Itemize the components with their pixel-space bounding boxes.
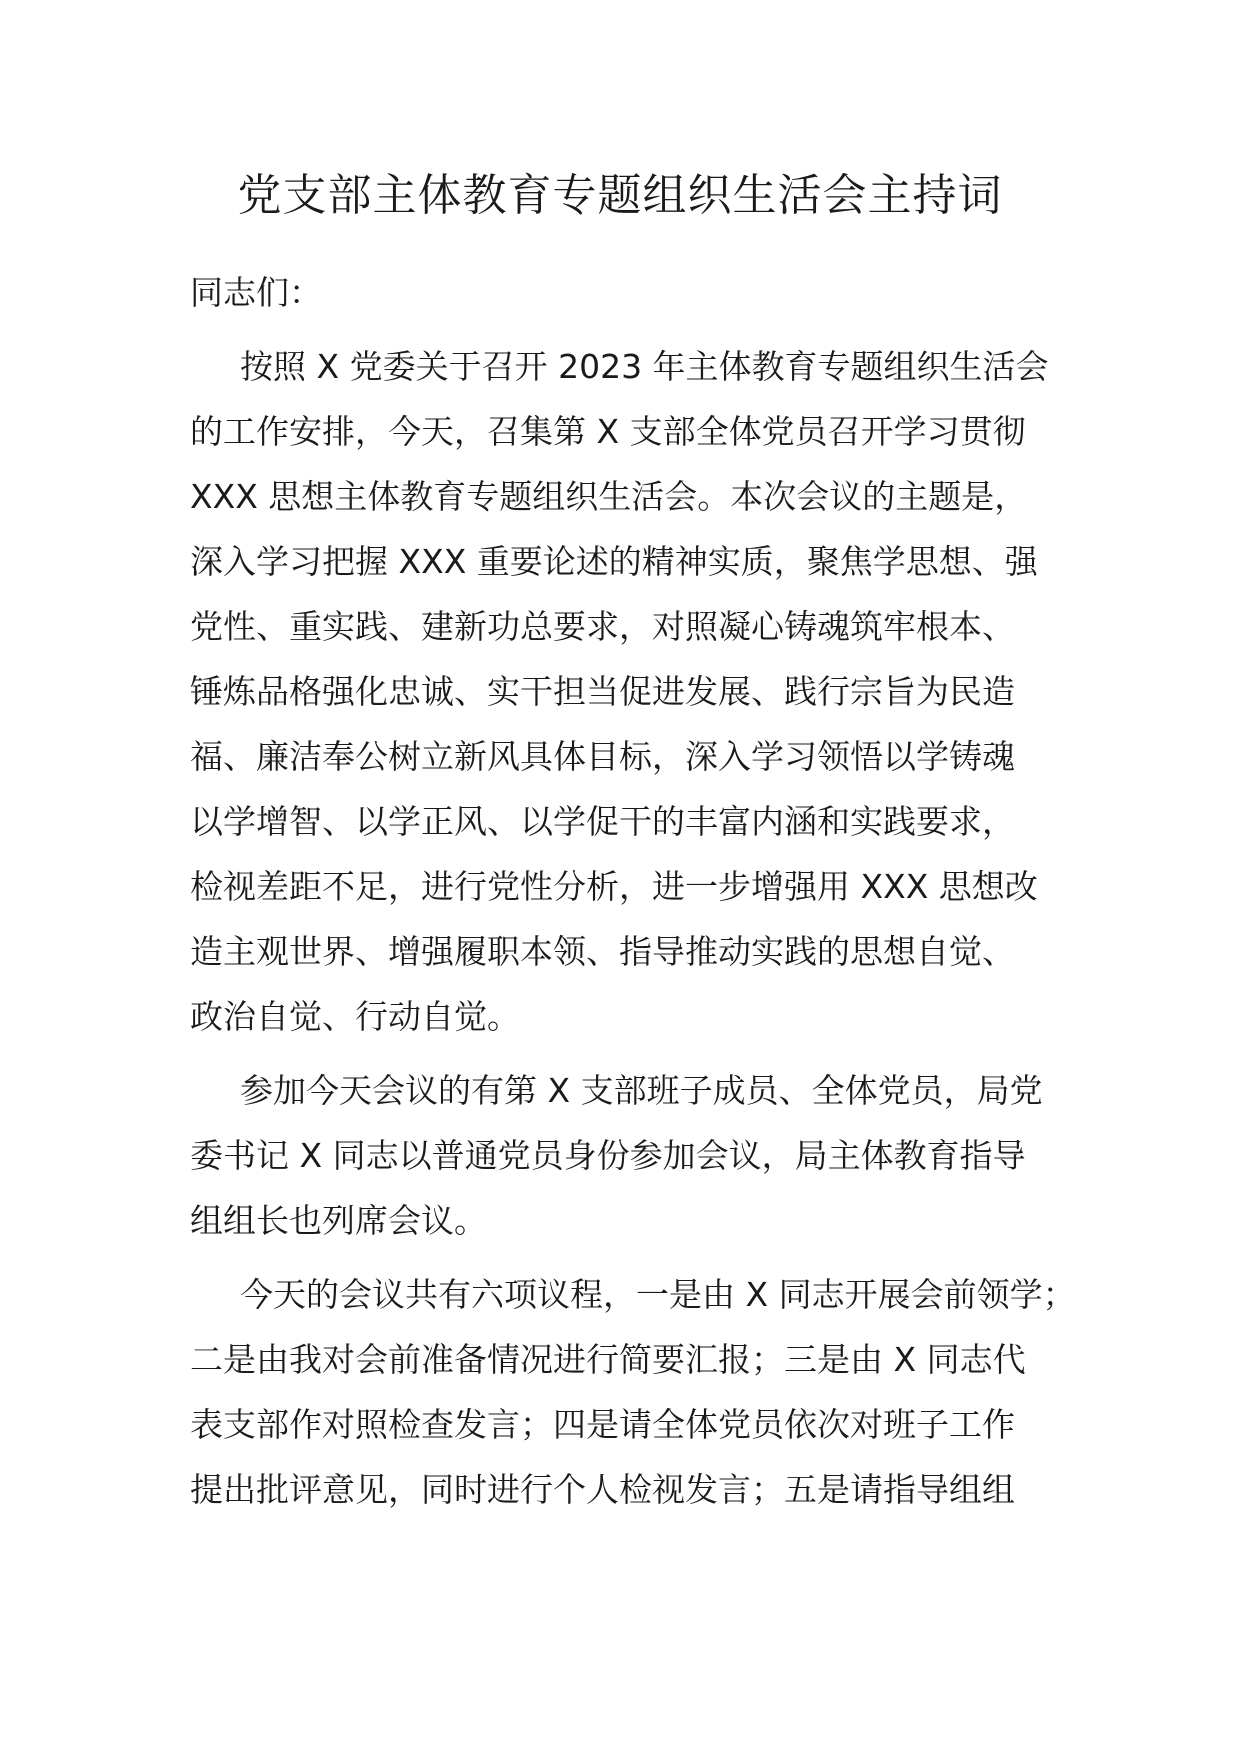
text-line: 以学增智、以学正风、以学促干的丰富内涵和实践要求， [190,802,1015,841]
text-line: XXX 思想主体教育专题组织生活会。本次会议的主题是， [190,477,1028,516]
text-line: 二是由我对会前准备情况进行简要汇报；三是由 X 同志代 [190,1340,1026,1379]
text-line: 党性、重实践、建新功总要求，对照凝心铸魂筑牢根本、 [190,607,1015,646]
text-line: 委书记 X 同志以普通党员身份参加会议，局主体教育指导 [190,1136,1026,1175]
paragraph-meeting-purpose [190,334,1070,1049]
paragraph-attendees [190,1058,1070,1253]
text-line: 的工作安排，今天，召集第 X 支部全体党员召开学习贯彻 [190,412,1026,451]
text-line: 锤炼品格强化忠诚、实干担当促进发展、践行宗旨为民造 [190,672,1015,711]
document-title: 党支部主体教育专题组织生活会主持词 [237,170,1003,221]
text-line: 组组长也列席会议。 [190,1201,487,1240]
text-line: 表支部作对照检查发言；四是请全体党员依次对班子工作 [190,1405,1015,1444]
text-line: 政治自觉、行动自觉。 [190,997,520,1036]
text-line: 检视差距不足，进行党性分析，进一步增强用 XXX 思想改 [190,867,1038,906]
greeting: 同志们： [190,273,322,312]
paragraph-agenda [190,1262,1076,1522]
document-body [190,260,1076,1522]
text-line: 福、廉洁奉公树立新风具体目标，深入学习领悟以学铸魂 [190,737,1015,776]
text-line: 造主观世界、增强履职本领、指导推动实践的思想自觉、 [190,932,1015,971]
text-line: 深入学习把握 XXX 重要论述的精神实质，聚焦学思想、强 [190,542,1038,581]
text-line: 按照 X 党委关于召开 2023 年主体教育专题组织生活会 [240,347,1049,386]
text-line: 提出批评意见，同时进行个人检视发言；五是请指导组组 [190,1470,1015,1509]
text-line: 参加今天会议的有第 X 支部班子成员、全体党员，局党 [240,1071,1043,1110]
text-line: 今天的会议共有六项议程，一是由 X 同志开展会前领学； [240,1275,1076,1314]
